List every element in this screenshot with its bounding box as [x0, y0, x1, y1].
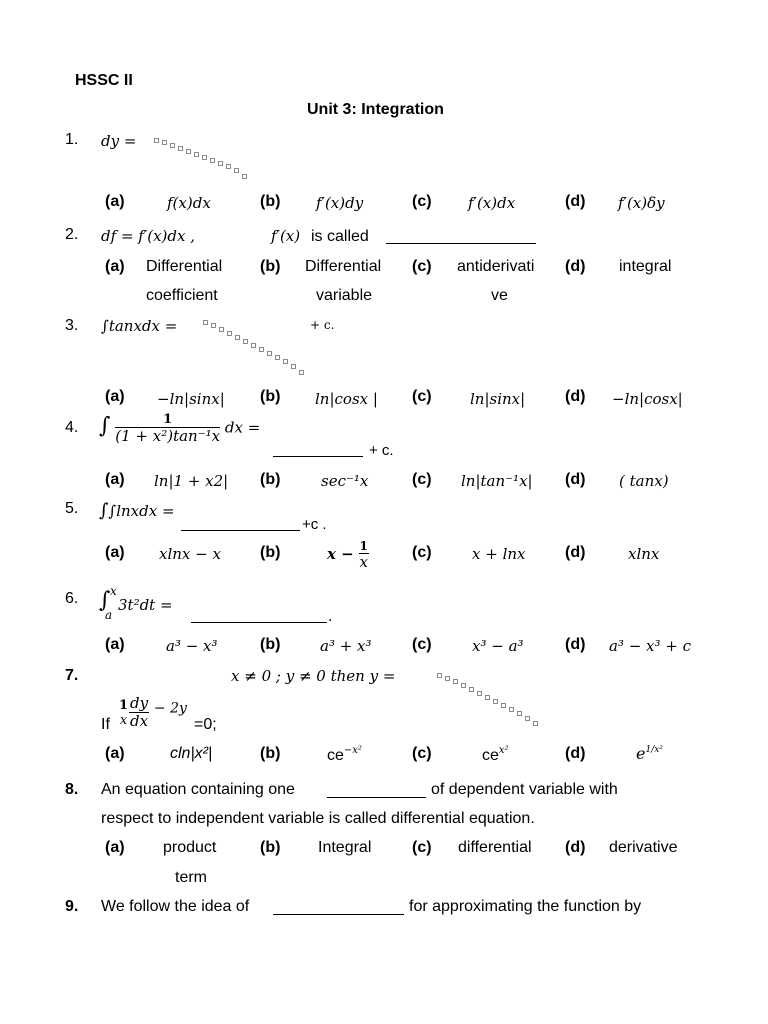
q8-option-d-label: (d) — [565, 839, 586, 856]
question-8-text-b: of dependent variable with — [431, 781, 618, 798]
q1-option-a-label: (a) — [105, 193, 125, 210]
q7-minus-term: − 2y — [153, 700, 187, 717]
q7-d-exponent: 1/x² — [645, 745, 663, 755]
q8-option-c-label: (c) — [412, 839, 432, 856]
q3-option-d-label: (d) — [565, 388, 586, 405]
q5-option-b-label: (b) — [260, 544, 281, 561]
q6-option-d: a³ − x³ + c — [609, 637, 692, 655]
q7-d-base: e — [636, 744, 646, 763]
q7-option-d-label: (d) — [565, 745, 586, 762]
q1-option-d: f′(x)δy — [618, 194, 665, 212]
q7-f2-numerator: dy — [130, 694, 149, 712]
q2-option-b-line1: Differential — [305, 258, 382, 275]
question-5-number: 5. — [65, 500, 79, 517]
question-2-math: df = f′(x)dx , — [101, 227, 195, 245]
q8-option-a-line2: term — [175, 869, 207, 886]
q7-option-b-label: (b) — [260, 745, 281, 762]
question-7-eq: =0; — [194, 716, 217, 733]
q3-option-c: ln|sinx| — [470, 390, 526, 408]
question-1-number: 1. — [65, 131, 79, 148]
q4-option-b: sec⁻¹x — [321, 472, 369, 490]
q3-option-b: ln|cosx | — [315, 390, 378, 408]
q1-option-a: f(x)dx — [167, 194, 211, 212]
q6-option-b-label: (b) — [260, 636, 281, 653]
q4-option-a: ln|1 + x2| — [154, 472, 229, 490]
q7-b-base: ce — [327, 747, 344, 764]
integral-sign: ∫ — [99, 588, 111, 613]
q5-option-d: xlnx — [628, 545, 660, 563]
answer-blank — [191, 622, 327, 623]
q4-option-c: ln|tan⁻¹x| — [461, 472, 533, 490]
q3-option-a: −ln|sinx| — [157, 390, 225, 408]
question-6-number: 6. — [65, 590, 79, 607]
question-5-tail: +c . — [302, 516, 327, 533]
q5-b-denominator: x — [359, 553, 368, 571]
q6-integrand: 3t²dt = — [118, 596, 173, 614]
answer-blank — [386, 243, 536, 244]
q2-option-b-line2: variable — [316, 287, 373, 304]
q6-option-c-label: (c) — [412, 636, 432, 653]
question-9-text-a: We follow the idea of — [101, 898, 250, 915]
q1-option-c-label: (c) — [412, 193, 432, 210]
question-8-number: 8. — [65, 781, 79, 798]
course-title: HSSC II — [75, 72, 133, 89]
q6-option-a: a³ − x³ — [166, 637, 218, 655]
q4-dx: dx = — [224, 418, 261, 437]
question-8-line-2: respect to independent variable is called differential equation. — [101, 810, 535, 827]
q8-option-c: differential — [458, 839, 532, 856]
q2-option-d-line1: integral — [619, 258, 672, 275]
question-9-number: 9. — [65, 898, 79, 915]
q7-option-c — [482, 745, 509, 765]
question-7-number: 7. — [65, 667, 79, 684]
q7-fraction-1 — [118, 699, 129, 727]
q4-option-c-label: (c) — [412, 471, 432, 488]
q5-option-a-label: (a) — [105, 544, 125, 561]
q8-option-a-line1: product — [163, 839, 217, 856]
q7-f1-denominator: x — [119, 712, 128, 728]
q3-option-a-label: (a) — [105, 388, 125, 405]
q5-option-a: xlnx − x — [159, 545, 221, 563]
q6-option-b: a³ + x³ — [320, 637, 372, 655]
q4-option-d: ( tanx) — [619, 472, 669, 490]
garbled-glyphs-icon — [203, 320, 307, 380]
q8-option-a-label: (a) — [105, 839, 125, 856]
q5-b-fraction — [359, 540, 369, 570]
q2-option-c-line2: ve — [491, 287, 508, 304]
q2-option-a-line1: Differential — [146, 258, 223, 275]
q2-option-a-label: (a) — [105, 258, 125, 275]
question-3-tail: + c. — [310, 318, 335, 332]
q5-b-numerator: 1 — [359, 539, 368, 553]
q2-option-d-label: (d) — [565, 258, 586, 275]
q5-option-c-label: (c) — [412, 544, 432, 561]
q7-option-a-label: (a) — [105, 745, 125, 762]
question-3-number: 3. — [65, 317, 79, 334]
question-7-condition: x ≠ 0 ; y ≠ 0 then y = — [231, 667, 396, 685]
question-4-number: 4. — [65, 419, 79, 436]
answer-blank — [273, 456, 363, 457]
q7-c-base: ce — [482, 747, 499, 764]
q8-option-b: Integral — [318, 839, 372, 856]
question-3-lhs: ∫tanxdx = — [101, 317, 178, 335]
q2-option-c-line1: antiderivati — [457, 258, 535, 275]
garbled-glyphs-icon — [437, 673, 543, 729]
question-1-lhs: dy = — [101, 132, 137, 150]
q7-b-exponent: −x² — [343, 745, 362, 756]
q2-option-b-label: (b) — [260, 258, 281, 275]
question-4-expression — [99, 413, 260, 444]
q7-option-d — [636, 744, 663, 763]
q7-fraction-2 — [129, 696, 149, 729]
q8-option-d: derivative — [609, 839, 678, 856]
q6-upper-limit: x — [110, 584, 117, 598]
question-2-text: is called — [311, 228, 369, 245]
q4-fraction — [115, 413, 220, 444]
q5-integrand: ∫lnxdx = — [108, 502, 175, 520]
answer-blank — [181, 530, 300, 531]
q4-option-a-label: (a) — [105, 471, 125, 488]
q2-option-a-line2: coefficient — [146, 287, 218, 304]
q1-option-b: f′(x)dy — [316, 194, 364, 212]
q4-option-d-label: (d) — [565, 471, 586, 488]
q6-option-c: x³ − a³ — [472, 637, 524, 655]
question-2-fprime: f′(x) — [271, 227, 301, 245]
q5-option-c: x + lnx — [472, 545, 526, 563]
q5-option-d-label: (d) — [565, 544, 586, 561]
q7-c-exponent: x² — [498, 745, 509, 756]
q3-option-b-label: (b) — [260, 388, 281, 405]
question-7-equation — [118, 696, 187, 729]
question-6-tail: . — [328, 608, 333, 625]
answer-blank — [273, 914, 404, 915]
q7-f2-denominator: dx — [130, 712, 149, 730]
q2-option-c-label: (c) — [412, 258, 432, 275]
q1-option-b-label: (b) — [260, 193, 281, 210]
question-7-if: If — [101, 716, 110, 733]
q7-option-a: cln|x²| — [170, 745, 213, 762]
answer-blank — [327, 797, 426, 798]
integral-sign: ∫ — [99, 413, 111, 439]
q7-option-c-label: (c) — [412, 745, 432, 762]
q6-option-d-label: (d) — [565, 636, 586, 653]
q5-option-b — [327, 540, 369, 570]
q4-numerator: 1 — [115, 413, 220, 428]
q1-option-d-label: (d) — [565, 193, 586, 210]
q6-option-a-label: (a) — [105, 636, 125, 653]
question-6-expression — [99, 586, 184, 626]
q1-option-c: f′(x)dx — [468, 194, 516, 212]
question-5-lhs — [99, 500, 175, 521]
question-2-number: 2. — [65, 226, 79, 243]
q6-lower-limit: a — [105, 608, 113, 622]
page-title: Unit 3: Integration — [307, 101, 444, 118]
q7-f1-numerator: 1 — [119, 697, 129, 713]
q4-denominator: (1 + x²)tan⁻¹x — [115, 427, 221, 445]
question-4-tail: + c. — [369, 442, 394, 459]
q4-option-b-label: (b) — [260, 471, 281, 488]
q3-option-c-label: (c) — [412, 388, 432, 405]
question-9-text-b: for approximating the function by — [409, 898, 642, 915]
garbled-glyphs-icon — [154, 138, 250, 182]
q7-option-b — [327, 745, 362, 765]
q8-option-b-label: (b) — [260, 839, 281, 856]
q3-option-d: −ln|cosx| — [612, 390, 683, 408]
question-8-text-a: An equation containing one — [101, 781, 295, 798]
integral-sign: ∫ — [99, 500, 109, 521]
q5-b-prefix: x − — [327, 545, 354, 563]
